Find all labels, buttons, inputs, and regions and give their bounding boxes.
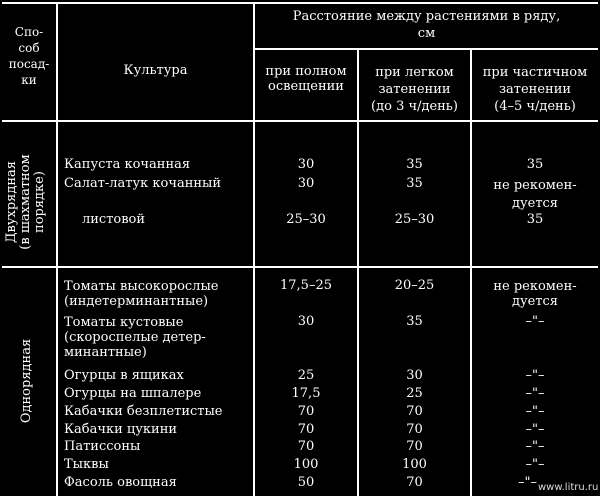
value-partial-shade: –"– <box>525 404 545 419</box>
value-light-shade: 70 <box>406 475 423 490</box>
value-full-light: 25 <box>297 368 315 383</box>
value-full-light: 17,5–25 <box>280 278 332 293</box>
value-full-light: 70 <box>297 439 315 454</box>
crop-name: Фасоль овощная <box>64 475 177 490</box>
section-divider-line <box>2 266 598 268</box>
header-method: Спо- соб посад- ки <box>8 25 50 87</box>
value-partial-shade: 35 <box>526 212 544 227</box>
header-bottom-line <box>2 120 598 122</box>
header-split-line <box>253 48 598 50</box>
crop-name: Кабачки цукини <box>64 422 178 437</box>
value-light-shade: 20–25 <box>394 278 435 293</box>
section-method-single-row: Однорядная <box>19 338 34 424</box>
header-partial-shade: при частичном затенении (4–5 ч/день) <box>482 65 588 114</box>
crop-name: Огурцы на шпалере <box>64 386 202 401</box>
header-full-light: при полном освещении <box>265 64 347 94</box>
value-partial-shade: не рекомен- дуется <box>493 178 577 211</box>
value-light-shade: 25–30 <box>394 212 435 227</box>
value-light-shade: 30 <box>406 368 423 383</box>
crop-name: Капуста кочанная <box>64 157 191 172</box>
value-full-light: 17,5 <box>291 386 321 401</box>
value-full-light: 30 <box>297 176 315 191</box>
header-light-shade: при легком затенении (до 3 ч/день) <box>371 65 458 114</box>
value-partial-shade: –"– <box>525 457 545 472</box>
value-light-shade: 35 <box>406 157 423 172</box>
header-crop: Культура <box>123 63 188 78</box>
crop-name: Кабачки безплетистые <box>64 404 223 419</box>
value-light-shade: 70 <box>406 404 423 419</box>
value-partial-shade: –"– <box>525 368 545 383</box>
value-partial-shade: –"– <box>525 422 545 437</box>
value-light-shade: 35 <box>406 176 423 191</box>
value-full-light: 100 <box>293 457 319 472</box>
crop-name: Томаты кустовые (скороспелые детер- минантные) <box>64 315 206 360</box>
value-light-shade: 100 <box>402 457 427 472</box>
crop-name: Томаты высокорослые (индетерминантные) <box>64 279 219 309</box>
value-light-shade: 35 <box>406 314 423 329</box>
section-method-double-row: Двухрядная (в шахматном порядке) <box>4 154 47 250</box>
value-light-shade: 70 <box>406 422 423 437</box>
value-light-shade: 25 <box>406 386 423 401</box>
value-partial-shade: –"– <box>525 314 545 329</box>
value-partial-shade: 35 <box>526 157 544 172</box>
value-partial-shade: не рекомен- дуется <box>493 279 577 309</box>
value-full-light: 50 <box>297 475 315 490</box>
value-light-shade: 70 <box>406 439 423 454</box>
value-partial-shade: –"– <box>518 475 537 490</box>
crop-name: Патиссоны <box>64 439 141 454</box>
watermark: www.litru.ru <box>538 482 599 493</box>
crop-name: Тыквы <box>64 457 109 472</box>
crop-name: Огурцы в ящиках <box>64 368 184 383</box>
value-partial-shade: –"– <box>525 439 545 454</box>
value-full-light: 70 <box>297 422 315 437</box>
value-full-light: 30 <box>297 157 315 172</box>
table-top-border <box>2 2 598 4</box>
value-full-light: 70 <box>297 404 315 419</box>
crop-name: листовой <box>82 212 146 227</box>
header-distance-group: Расстояние между растениями в ряду, см <box>292 9 561 41</box>
value-full-light: 30 <box>297 314 315 329</box>
value-full-light: 25–30 <box>286 212 326 227</box>
crop-name: Салат-латук кочанный <box>64 176 222 191</box>
value-partial-shade: –"– <box>525 386 545 401</box>
